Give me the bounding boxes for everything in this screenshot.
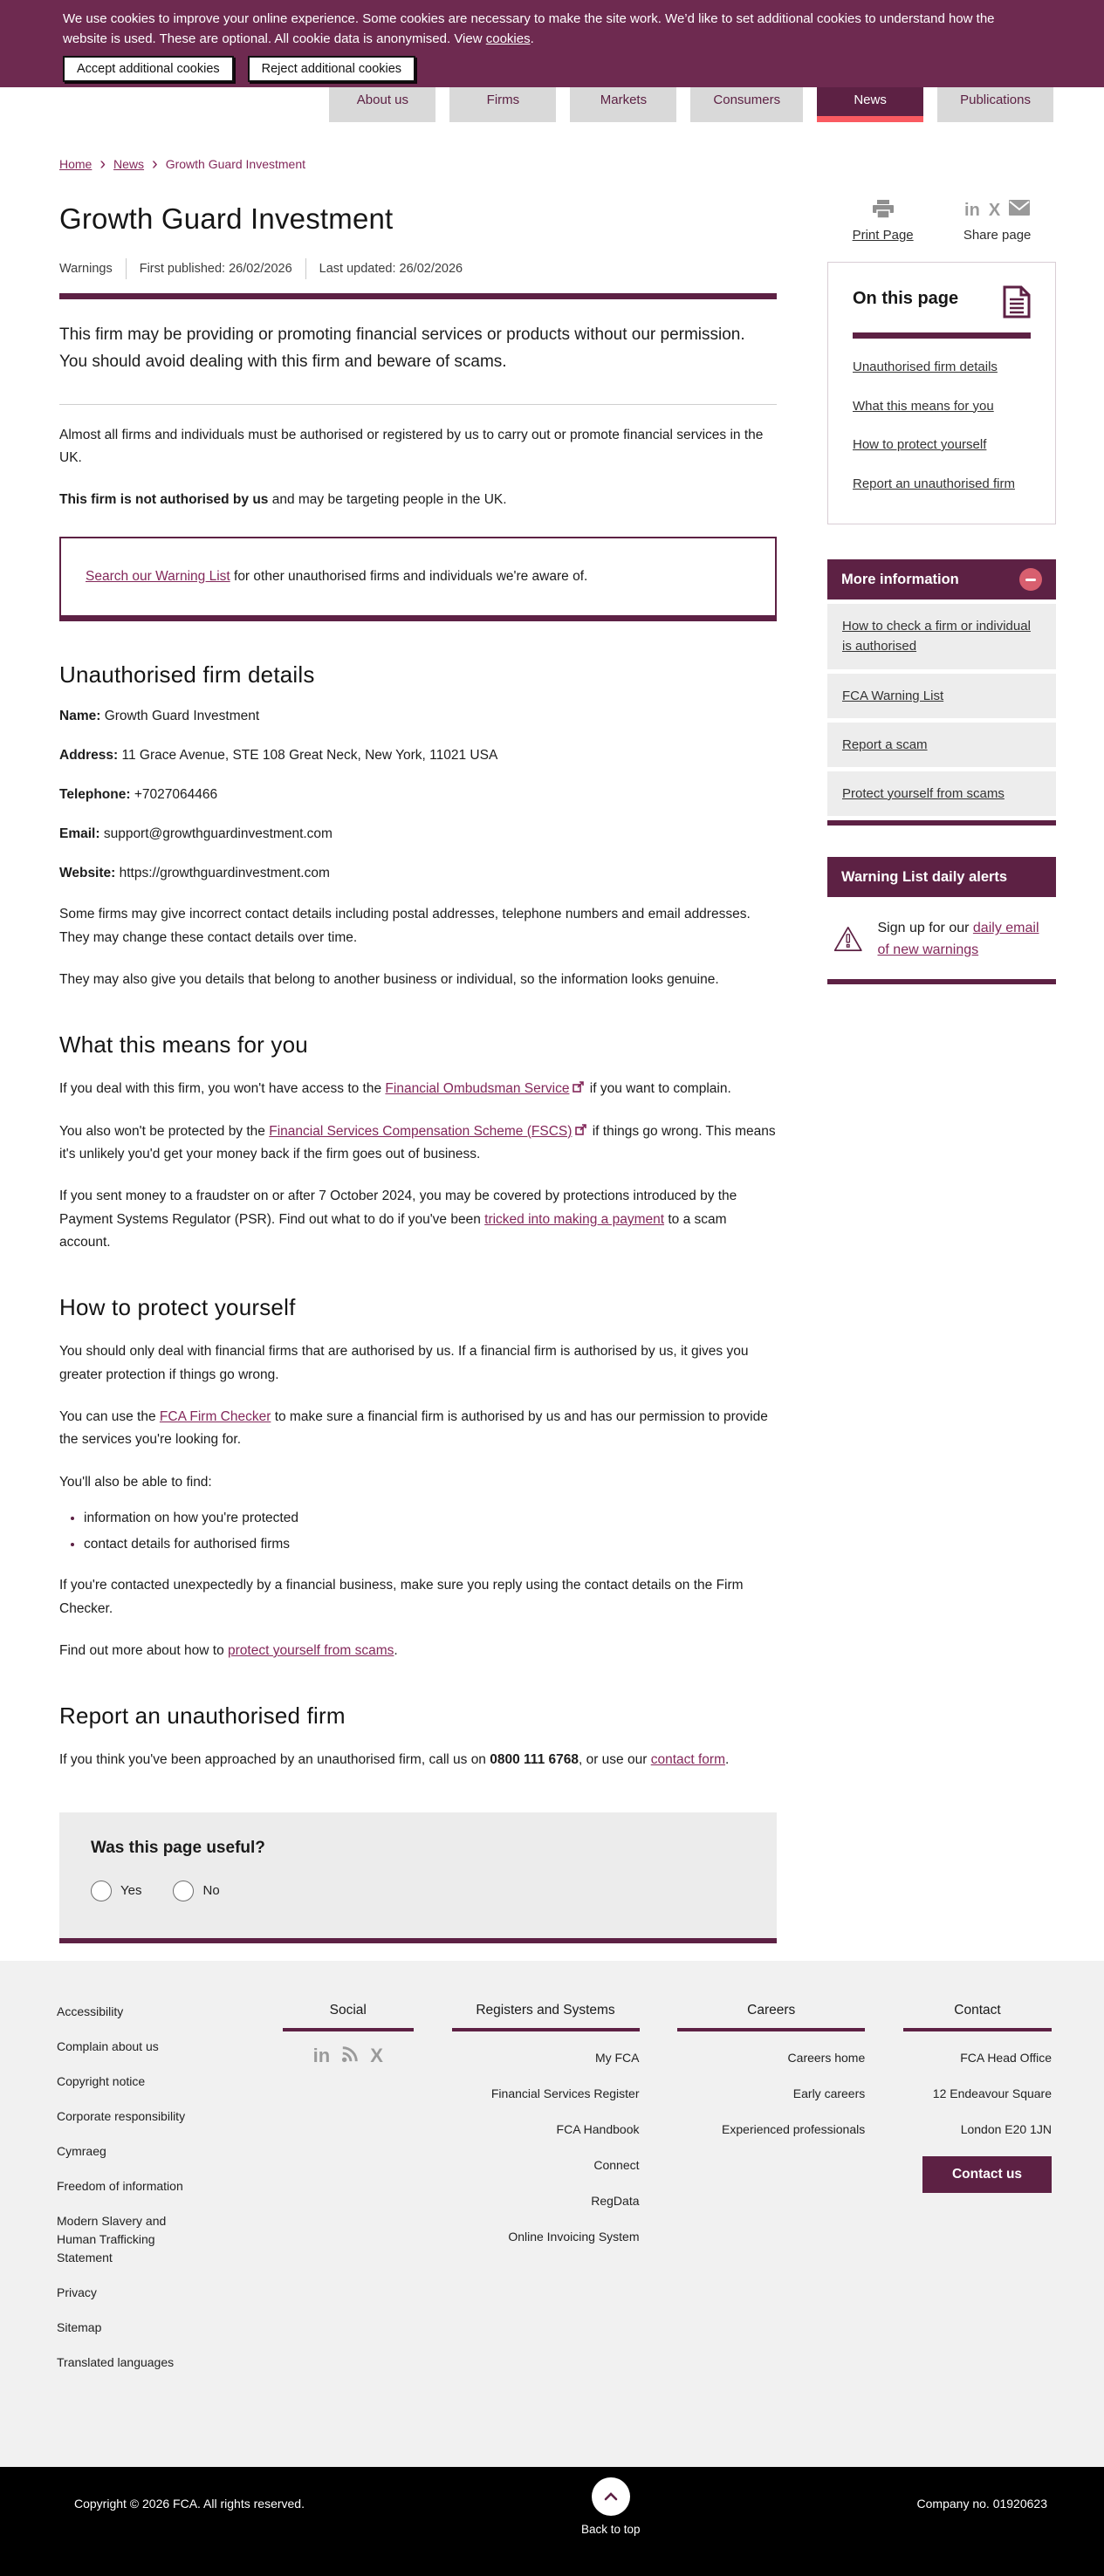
chevron-up-icon [601,2488,621,2505]
detail-row-address: Address: 11 Grace Avenue, STE 108 Great Neck, New York, 11021 USA [59,748,498,764]
warning-lead: This firm may be providing or promoting financial services or products without our permission. You should avoid dealing with this firm and beware of scams. [59,325,745,371]
footer-link-experienced-professionals[interactable]: Experienced professionals [722,2121,866,2136]
toc-link-report-firm[interactable]: Report an unauthorised firm [853,476,1015,491]
main-content [59,173,777,1943]
toc-link-protect-yourself[interactable]: How to protect yourself [853,437,987,452]
external-link-icon [575,1124,586,1135]
copyright-text: Copyright © 2026 FCA. All rights reserved. [74,2496,305,2511]
daily-alerts-panel [827,857,1056,984]
report-p1: If you think you've been approached by an unauthorised firm, call us on 0800 111 6768, or use our contact form. [59,1752,730,1768]
footer-link-online-invoicing[interactable]: Online Invoicing System [508,2229,640,2244]
active-tab-underline [817,116,923,122]
footer-careers-column [677,2003,865,2388]
share-tool [963,200,1032,243]
accept-cookies-button[interactable]: Accept additional cookies [63,56,234,82]
ombudsman-link[interactable]: Financial Ombudsman Service [385,1081,570,1097]
nav-tab-markets[interactable]: Markets [570,77,676,122]
panel-bottom-rule [827,979,1056,984]
fca-warning-list-link[interactable]: FCA Warning List [842,688,944,703]
check-firm-authorised-link[interactable]: How to check a firm or individual is authorised [842,619,1031,654]
social-title: Social [283,2003,414,2031]
title-rule [59,293,777,299]
toc-link-firm-details[interactable]: Unauthorised firm details [853,360,998,374]
footer-contact-column [903,2003,1052,2388]
cookie-banner [0,0,1104,87]
means-heading: What this means for you [59,1031,308,1058]
yes-radio[interactable] [91,1881,112,1901]
phone-number: 0800 111 6768 [490,1752,579,1768]
footer-link-connect[interactable]: Connect [593,2157,640,2172]
linkedin-icon[interactable]: in [964,200,980,220]
yes-label: Yes [120,1883,142,1899]
more-information-panel [827,559,1056,826]
feedback-yes-option[interactable] [91,1881,141,1901]
footer-link-careers-home[interactable]: Careers home [787,2050,866,2065]
footer-link-early-careers[interactable]: Early careers [792,2086,866,2100]
page-meta [59,258,777,279]
feedback-question: Was this page useful? [91,1838,265,1857]
footer-link-accessibility[interactable]: Accessibility [57,2004,124,2018]
footer-social-column [283,2003,414,2388]
footer-link-my-fca[interactable]: My FCA [594,2050,640,2065]
protect-from-scams-sidebar-link[interactable]: Protect yourself from scams [842,786,1005,801]
daily-email-signup-link[interactable]: daily email of new warnings [877,921,1039,958]
meta-divider [126,258,127,279]
meta-divider [305,258,306,279]
section-report-firm [59,1702,777,1771]
section-protect-yourself [59,1294,777,1662]
firm-details-p1: Some firms may give incorrect contact details including postal addresses, telephone numbers and email addresses. They may change these contact details over time. [59,907,751,945]
firm-details-p2: They may also give you details that belong to another business or individual, so the information looks genuine. [59,972,719,988]
no-radio[interactable] [173,1881,194,1901]
daily-alerts-title: Warning List daily alerts [841,868,1008,885]
panel-item[interactable] [827,771,1056,816]
minus-icon [1025,579,1036,581]
cookies-link[interactable]: cookies [485,31,531,46]
footer-link-fs-register[interactable]: Financial Services Register [490,2086,640,2100]
protect-from-scams-link[interactable]: protect yourself from scams [228,1642,394,1658]
fscs-link[interactable]: Financial Services Compensation Scheme (FSCS) [269,1123,573,1139]
protect-p2: You can use the FCA Firm Checker to make sure a financial firm is authorised by us and has our permission to provide the services you're looking for. [59,1409,768,1448]
protect-p4: If you're contacted unexpectedly by a financial business, make sure you reply using the contact details on the Firm Checker. [59,1578,744,1616]
print-tool[interactable] [853,199,914,243]
on-this-page-card [827,262,1056,524]
back-to-top[interactable] [581,2477,641,2536]
contact-us-button[interactable]: Contact us [922,2156,1052,2193]
footer-bottom-bar [0,2467,1104,2576]
rss-icon[interactable] [341,2045,359,2067]
tricked-into-payment-link[interactable]: tricked into making a payment [484,1211,665,1227]
last-updated: Last updated: 26/02/2026 [319,262,463,276]
contact-office: FCA Head Office [960,2050,1052,2065]
footer-link-freedom-of-information[interactable]: Freedom of information [57,2178,183,2193]
company-number: Company no. 01920623 [916,2496,1047,2511]
detail-row-email: Email: support@growthguardinvestment.com [59,826,333,841]
breadcrumb-current: Growth Guard Investment [165,157,306,171]
first-published: First published: 26/02/2026 [139,262,292,276]
means-p2: You also won't be protected by the Financial Services Compensation Scheme (FSCS) if things go wrong. This means it's unlikely you'd get your money back if the firm goes out of business. [59,1123,776,1162]
section-means-for-you [59,1031,777,1254]
panel-item[interactable] [827,723,1056,767]
collapse-panel-button[interactable] [1019,568,1042,591]
footer-link-complain[interactable]: Complain about us [57,2038,159,2053]
protect-p1: You should only deal with financial firms that are authorised by us. If a financial firm is authorised by us, it gives you greater protection if things go wrong. [59,1344,749,1382]
warning-list-callout: Search our Warning List for other unauthorised firms and individuals we're aware of. [59,537,777,622]
report-a-scam-link[interactable]: Report a scam [842,736,928,752]
protect-heading: How to protect yourself [59,1294,296,1321]
page-title: Growth Guard Investment [59,202,394,235]
footer-link-fca-handbook[interactable]: FCA Handbook [556,2121,640,2136]
document-icon [1003,285,1031,319]
protect-p3: You'll also be able to find: [59,1474,212,1490]
search-warning-list-link[interactable]: Search our Warning List [86,568,230,584]
x-twitter-icon[interactable]: X [370,2045,383,2067]
firm-checker-link[interactable]: FCA Firm Checker [159,1409,271,1425]
breadcrumb-home-link[interactable]: Home [59,157,93,171]
detail-row-telephone: Telephone: +7027064466 [59,786,218,802]
footer-link-sitemap[interactable]: Sitemap [57,2319,102,2334]
contact-street: 12 Endeavour Square [932,2086,1052,2100]
share-page-label: Share page [963,228,1032,243]
registers-title: Registers and Systems [452,2003,640,2031]
toc-link-means-for-you[interactable]: What this means for you [853,398,994,414]
firm-details-heading: Unauthorised firm details [59,661,315,689]
back-to-top-button[interactable] [592,2477,630,2516]
nav-tab-about-us[interactable]: About us [329,77,435,122]
divider [59,404,777,405]
chevron-right-icon: › [152,154,158,174]
footer-link-translated-languages[interactable]: Translated languages [57,2354,175,2369]
email-share-icon[interactable] [1009,200,1030,220]
on-this-page-rule [853,332,1031,339]
external-link-icon [573,1081,584,1093]
footer-link-corporate-responsibility[interactable]: Corporate responsibility [57,2108,186,2123]
panel-item[interactable] [827,604,1056,669]
site-header [0,0,1104,122]
cookie-message: We use cookies to improve your online experience. Some cookies are necessary to make the site work. We’d like to set additional cookies to understand how the website is used. These are optional. All cookie data is anonymised. View cookies. [63,11,995,46]
panel-bottom-rule [827,820,1056,826]
site-footer [0,1961,1104,2576]
footer-registers-column [452,2003,640,2388]
contact-title: Contact [903,2003,1052,2031]
reject-cookies-button[interactable]: Reject additional cookies [248,56,415,82]
nav-tab-consumers[interactable]: Consumers [690,77,803,122]
means-p3: If you sent money to a fraudster on or after 7 October 2024, you may be covered by protections introduced by the Payment Systems Regulator (PSR). Find out what to do if you've been tricked into making a payment to a scam account. [59,1189,737,1250]
chevron-right-icon: › [99,154,106,174]
printer-icon [872,199,895,220]
linkedin-icon[interactable]: in [312,2045,331,2067]
nav-tab-firms[interactable]: Firms [449,77,556,122]
footer-link-privacy[interactable]: Privacy [57,2285,97,2299]
footer-link-regdata[interactable]: RegData [591,2193,640,2208]
panel-item[interactable] [827,674,1056,718]
careers-title: Careers [677,2003,865,2031]
warning-triangle-icon [833,918,864,960]
protect-bullet-list [84,1508,777,1555]
footer-link-cymraeg[interactable]: Cymraeg [57,2143,106,2158]
footer-link-copyright-notice[interactable]: Copyright notice [57,2073,146,2088]
footer-link-modern-slavery[interactable]: Modern Slavery and Human Trafficking Statement [57,2213,167,2264]
print-page-link[interactable]: Print Page [852,228,914,243]
protect-p5: Find out more about how to protect yourself from scams. [59,1642,398,1658]
intro-paragraph: Almost all firms and individuals must be authorised or registered by us to carry out or promote financial services in the UK. [59,427,764,465]
means-p1: If you deal with this firm, you won't have access to the Financial Ombudsman Service if you want to complain. [59,1081,731,1097]
contact-city: London E20 1JN [960,2121,1052,2136]
nav-tab-news[interactable]: News [817,77,923,122]
on-this-page-title: On this page [853,289,959,308]
bullet-item: • contact details for authorised firms [84,1534,777,1555]
back-to-top-label: Back to top [580,2522,641,2536]
sidebar [827,173,1056,1943]
daily-alerts-text: Sign up for our daily email of new warnings [877,921,1039,958]
detail-row-website: Website: https://growthguardinvestment.com [59,865,330,880]
not-authorised-paragraph: This firm is not authorised by us and may be targeting people in the UK. [59,492,507,508]
footer-links-column [57,2003,244,2388]
breadcrumb [59,155,1056,173]
breadcrumb-news-link[interactable]: News [113,157,145,171]
x-twitter-icon[interactable]: X [988,200,1001,220]
feedback-no-option[interactable] [173,1881,219,1901]
feedback-box [59,1812,777,1943]
category-label: Warnings [59,262,113,276]
nav-tab-publications[interactable]: Publications [937,77,1053,122]
section-firm-details [59,661,777,991]
no-label: No [202,1883,220,1899]
bullet-item: • information on how you're protected [84,1508,777,1529]
report-heading: Report an unauthorised firm [59,1702,346,1730]
contact-form-link[interactable]: contact form [650,1752,725,1768]
more-information-title: More information [841,571,959,587]
detail-row-name: Name: Growth Guard Investment [59,709,260,724]
